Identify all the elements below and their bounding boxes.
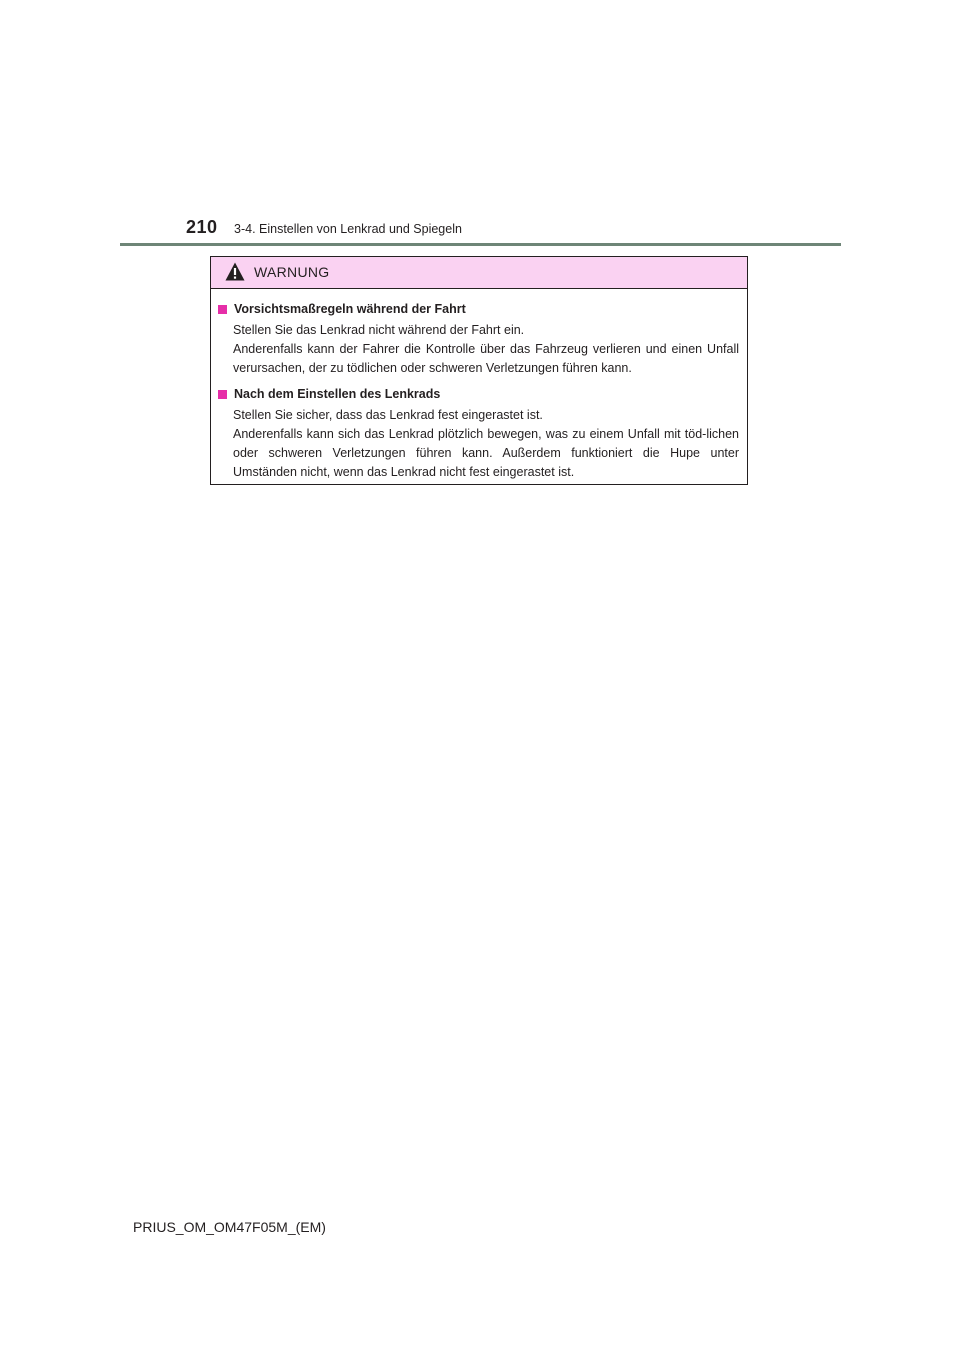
warning-box <box>210 256 748 485</box>
item-text <box>218 321 739 378</box>
warning-item <box>218 385 739 482</box>
item-heading <box>218 300 739 318</box>
warning-header <box>211 257 747 289</box>
item-text-line: Anderenfalls kann der Fahrer die Kontrolle über das Fahrzeug verlieren und einen Unfall verursachen, der zu tödlichen oder schweren Verletzungen führen kann. <box>233 342 739 375</box>
item-heading-text: Vorsichtsmaßregeln während der Fahrt <box>234 302 466 316</box>
item-text-line: Anderenfalls kann sich das Lenkrad plötzlich bewegen, was zu einem Unfall mit töd-lichen oder schweren Verletzungen führen kann. Außerdem funktioniert die Hupe unter Umständen nicht, wenn das Lenkrad nicht fest eingerastet ist. <box>233 427 739 479</box>
item-heading-text: Nach dem Einstellen des Lenkrads <box>234 387 441 401</box>
page-number: 210 <box>186 217 218 237</box>
section-title: 3-4. Einstellen von Lenkrad und Spiegeln <box>234 222 462 236</box>
warning-body <box>211 289 747 482</box>
bullet-square-icon <box>218 305 227 314</box>
footer-doc-code: PRIUS_OM_OM47F05M_(EM) <box>133 1219 326 1235</box>
warning-title: WARNUNG <box>254 264 330 280</box>
item-heading <box>218 385 739 403</box>
warning-triangle-icon <box>225 262 245 281</box>
header-rule <box>120 243 841 246</box>
warning-item <box>218 300 739 378</box>
item-text-line: Stellen Sie das Lenkrad nicht während der Fahrt ein. <box>233 323 525 337</box>
bullet-square-icon <box>218 390 227 399</box>
item-text <box>218 406 739 482</box>
item-text-line: Stellen Sie sicher, dass das Lenkrad fest eingerastet ist. <box>233 408 543 422</box>
